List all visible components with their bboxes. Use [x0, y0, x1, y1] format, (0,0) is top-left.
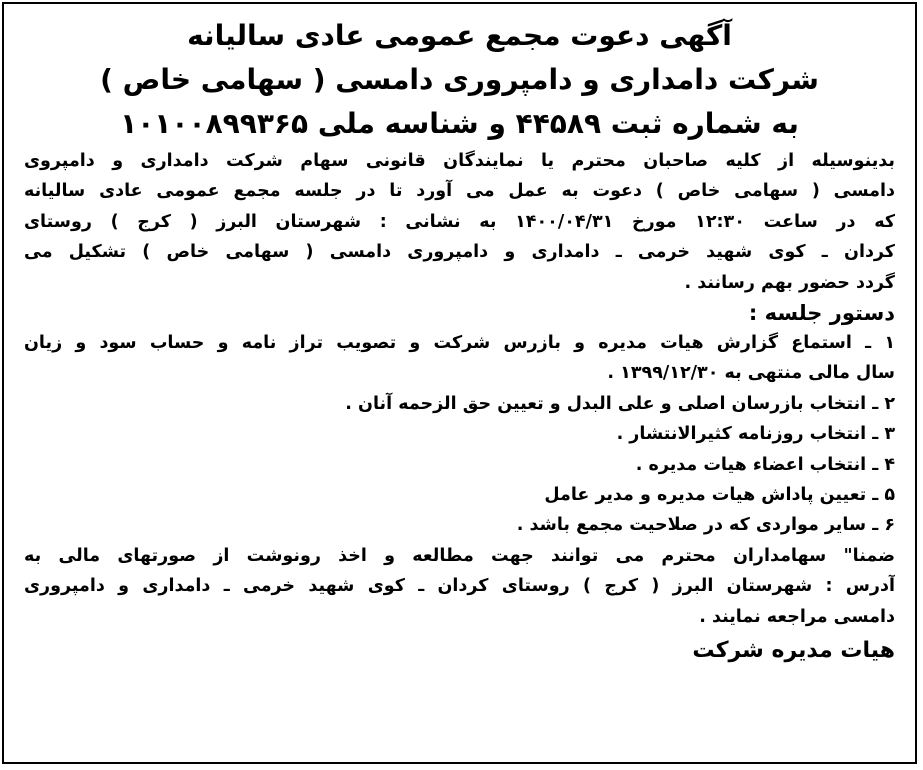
- title-line-3: به شماره ثبت ۴۴۵۸۹ و شناسه ملی ۱۰۱۰۰۸۹۹۳۶۵: [120, 107, 799, 140]
- closing-line-1: ضمنا" سهامداران محترم می توانند جهت مطالعه و اخذ رونوشت از صورتهای مالی به: [24, 545, 895, 566]
- intro-line-4: کردان ـ کوی شهید خرمی ـ دامداری و دامپروری دامسی ( سهامی خاص ) تشکیل می: [24, 242, 895, 263]
- intro-line-1: بدینوسیله از کلیه صاحبان محترم یا نمایندگان قانونی سهام شرکت دامداری و دامپروی: [24, 151, 895, 171]
- agenda-item-1-cont: سال مالی منتهی به ۱۳۹۹/۱۲/۳۰ .: [607, 363, 895, 384]
- agenda-item-3: ۳ ـ انتخاب روزنامه کثیرالانتشار .: [616, 424, 895, 445]
- agenda-item-2: ۲ ـ انتخاب بازرسان اصلی و علی البدل و تعیین حق الزحمه آنان .: [345, 393, 895, 414]
- agenda-item-5: ۵ ـ تعیین پاداش هیات مدیره و مدیر عامل: [544, 485, 895, 506]
- agenda-item-1: ۱ ـ استماع گزارش هیات مدیره و بازرس شرکت و تصویب تراز نامه و حساب سود و زیان: [24, 333, 895, 354]
- closing-line-3: دامسی مراجعه نمایند .: [699, 606, 895, 627]
- signature: هیات مدیره شرکت: [692, 638, 895, 664]
- agenda-heading: دستور جلسه :: [748, 301, 895, 326]
- notice-content: [4, 4, 915, 668]
- intro-line-3: که در ساعت ۱۲:۳۰ مورخ ۱۴۰۰/۰۴/۳۱ به نشانی : شهرستان البرز ( کرج ) روستای: [24, 211, 895, 232]
- notice-title: [24, 14, 895, 146]
- notice-frame: [2, 2, 917, 764]
- intro-line-5: گردد حضور بهم رسانند .: [684, 272, 895, 293]
- agenda-item-6: ۶ ـ سایر مواردی که در صلاحیت مجمع باشد .: [516, 515, 895, 536]
- title-line-1: آگهی دعوت مجمع عمومی عادی سالیانه: [187, 19, 732, 52]
- notice-body: [24, 146, 895, 668]
- agenda-item-4: ۴ ـ انتخاب اعضاء هیات مدیره .: [635, 454, 895, 475]
- closing-line-2: آدرس : شهرستان البرز ( کرج ) روستای کردان ـ کوی شهید خرمی ـ دامداری و دامپروری: [24, 576, 895, 597]
- intro-line-2: دامسی ( سهامی خاص ) دعوت به عمل می آورد تا در جلسه مجمع عمومی عادی سالیانه: [24, 181, 895, 202]
- title-line-2: شرکت دامداری و دامپروری دامسی ( سهامی خاص ): [100, 63, 819, 96]
